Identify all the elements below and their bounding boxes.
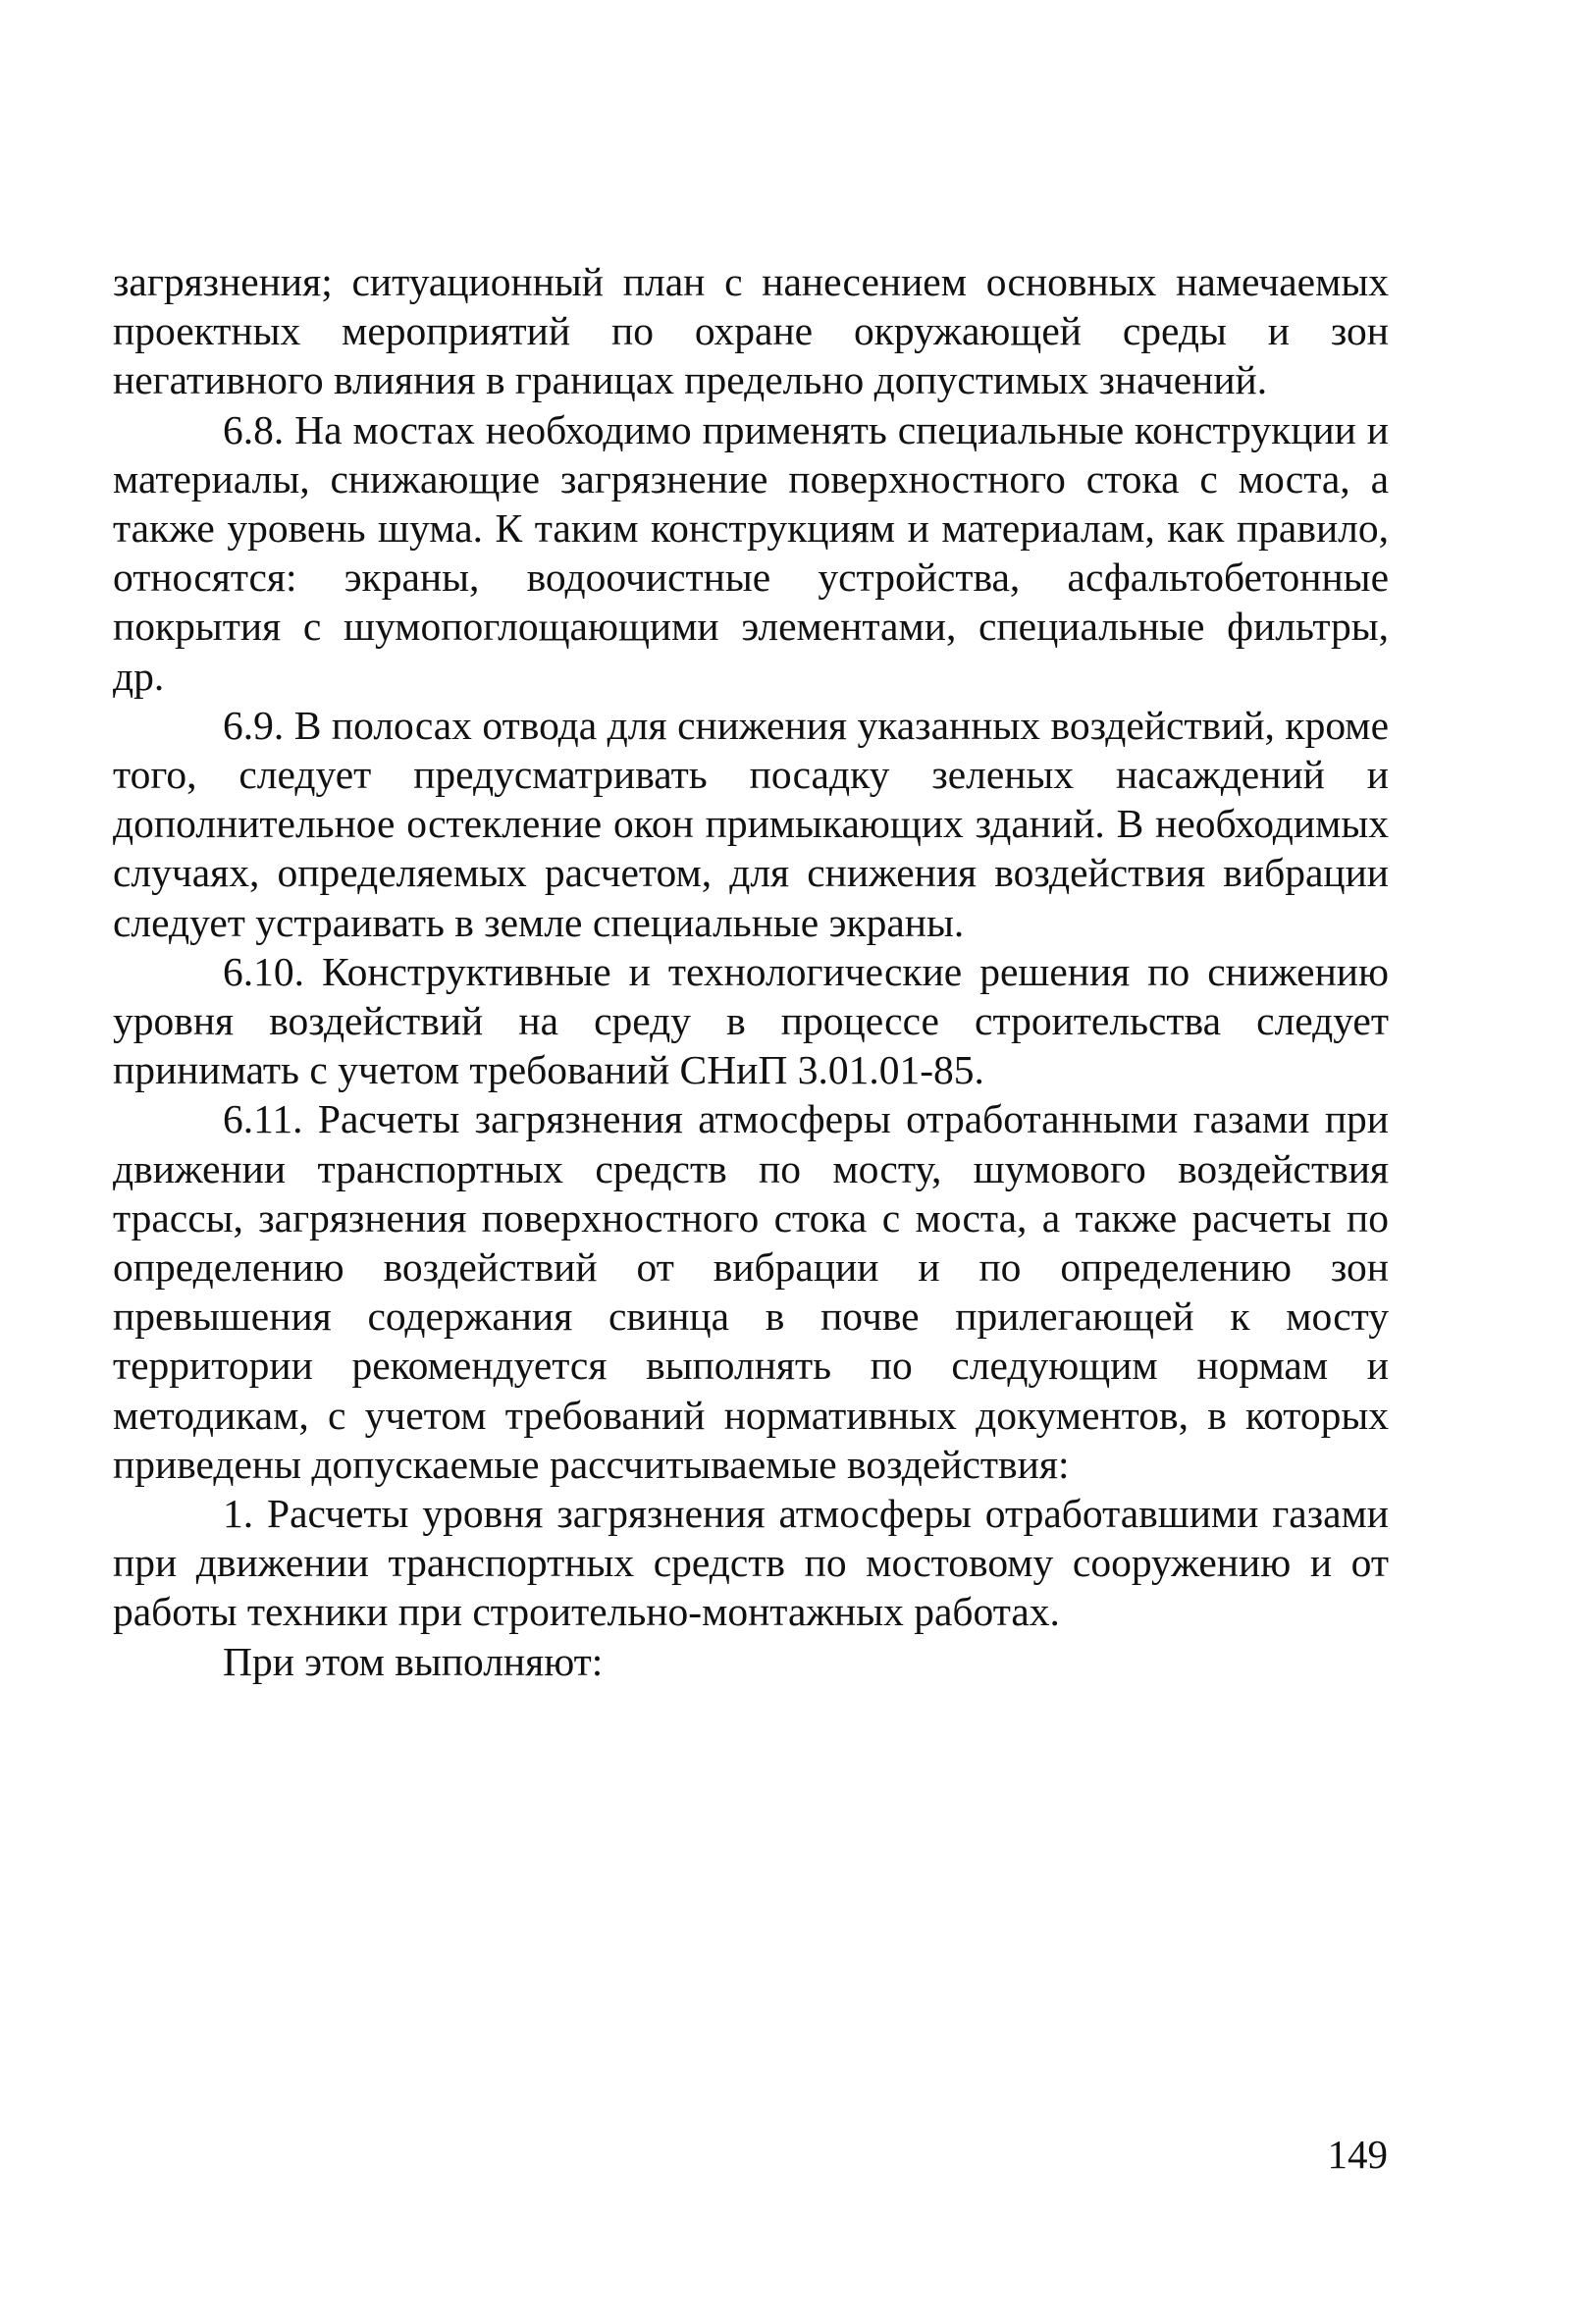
paragraph-6-9: 6.9. В полосах отвода для снижения указанных воздействий, кроме того, следует предусматривать посадку зеленых насаждений и дополнительное остекление окон примыкающих зданий. В необходимых случаях, определяемых расчетом, для снижения воздействия вибрации следует устраивать в земле специальные экраны.	[113, 702, 1389, 945]
page-number: 149	[1327, 2132, 1388, 2177]
paragraph-6-11: 6.11. Расчеты загрязнения атмосферы отработанными газами при движении транспортных средств по мосту, шумового воздействия трассы, загрязнения поверхностного стока с моста, а также расчеты по определению воздействий от вибрации и по определению зон превышения содержания свинца в почве прилегающей к мосту территории рекомендуется выполнять по следующим нормам и методикам, с учетом требований нормативных документов, в которых приведены допускаемые рассчитываемые воздействия:	[113, 1096, 1389, 1487]
page-body	[113, 257, 1389, 1686]
paragraph-continuation: загрязнения; ситуационный план с нанесением основных намечаемых проектных мероприятий по охране окружающей среды и зон негативного влияния в границах предельно допустимых значений.	[113, 259, 1389, 403]
list-item-1: 1. Расчеты уровня загрязнения атмосферы отработавшими газами при движении транспортных средств по мостовому сооружению и от работы техники при строительно-монтажных работах.	[113, 1491, 1389, 1635]
paragraph-6-8: 6.8. На мостах необходимо применять специальные конструкции и материалы, снижающие загрязнение поверхностного стока с моста, а также уровень шума. К таким конструкциям и материалам, как правило, относятся: экраны, водоочистные устройства, асфальтобетонные покрытия с шумопоглощающими элементами, специальные фильтры, др.	[113, 406, 1389, 699]
paragraph-lead-in: При этом выполняют:	[223, 1638, 604, 1684]
paragraph-6-10: 6.10. Конструктивные и технологические решения по снижению уровня воздействий на среду в процессе строительства следует принимать с учетом требований СНиП 3.01.01-85.	[113, 948, 1389, 1093]
